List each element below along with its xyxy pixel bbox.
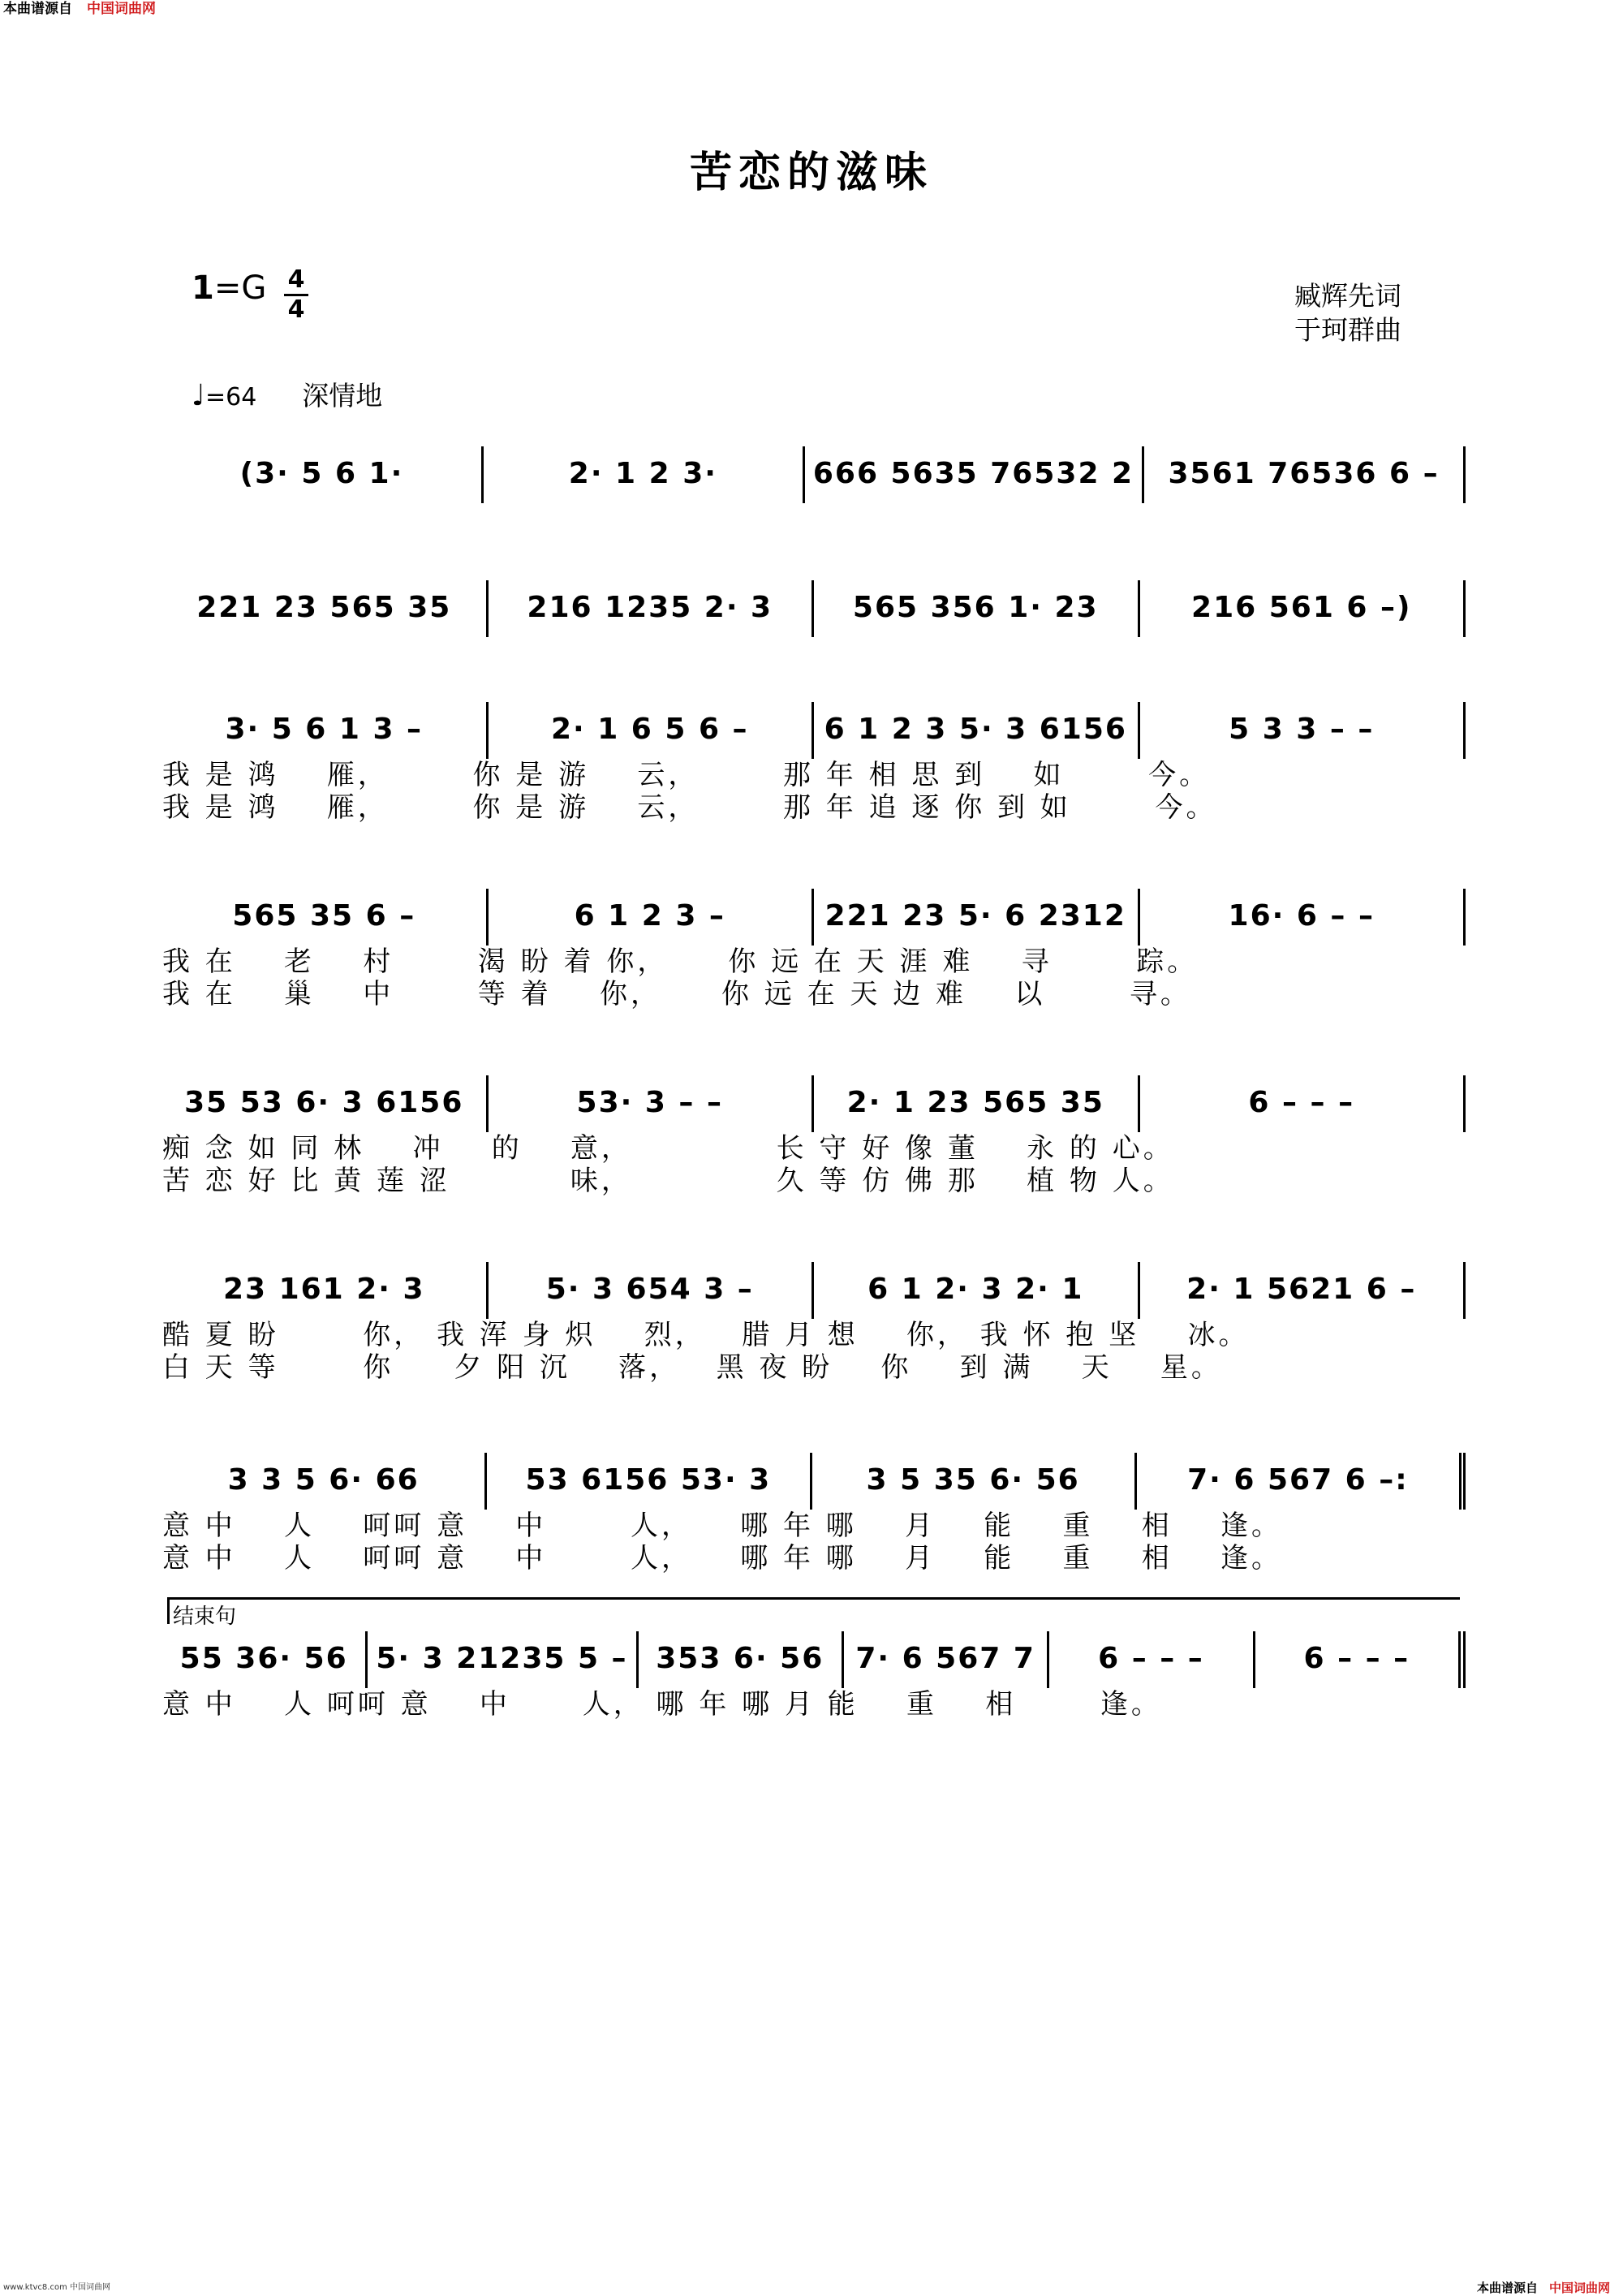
- composer: 于珂群曲: [1294, 314, 1401, 346]
- measure-bar-line: [162, 1453, 1466, 1510]
- footer-source-label: 本曲谱源自: [1476, 2281, 1538, 2295]
- score-row: [162, 1075, 1466, 1197]
- measure: 666 5635 76532 2: [805, 446, 1144, 503]
- ending-bracket: [167, 1597, 1460, 1629]
- measure: 7· 6 567 6 –:: [1137, 1453, 1466, 1510]
- measure: 7· 6 567 7: [844, 1631, 1049, 1688]
- measure: 353 6· 56: [639, 1631, 844, 1688]
- measure-bar-line: [162, 1631, 1466, 1688]
- ending-label: 结束句: [173, 1605, 237, 1629]
- footer-site-link[interactable]: 中国词曲网: [1548, 2281, 1610, 2295]
- measure: 3· 5 6 1 3 –: [162, 702, 489, 759]
- score-row: [162, 1453, 1466, 1574]
- tempo-value: =64: [204, 383, 257, 411]
- measure-bar-line: [162, 1075, 1466, 1132]
- measure: 3561 76536 6 –: [1144, 446, 1466, 503]
- measure: 6 – – –: [1140, 1075, 1466, 1132]
- lyric-line: 我 在 老 村 渴 盼 着 你， 你 远 在 天 涯 难 寻 踪。: [162, 946, 1199, 978]
- measure-bar-line: [162, 446, 1466, 503]
- measure: 55 36· 56: [162, 1631, 368, 1688]
- song-title: 苦恋的滋味: [689, 148, 933, 197]
- lyric-line: 痴 念 如 同 林 冲 的 意， 长 守 好 像 董 永 的 心。: [162, 1132, 1174, 1165]
- footer-url: www.ktvc8.com 中国词曲网: [3, 2283, 111, 2292]
- tempo-marking: [192, 375, 382, 413]
- lyric-line: 我 是 鸿 雁， 你 是 游 云， 那 年 相 思 到 如 今。: [162, 759, 1211, 791]
- measure: 6 – – –: [1049, 1631, 1255, 1688]
- measure-bar-line: [162, 580, 1466, 637]
- measure: 53· 3 – –: [489, 1075, 815, 1132]
- measure: 53 6156 53· 3: [487, 1453, 812, 1510]
- measure-bar-line: [162, 1262, 1466, 1319]
- measure: 216 1235 2· 3: [489, 580, 815, 637]
- quarter-note-icon: ♩: [192, 379, 205, 412]
- measure: 6 1 2 3 –: [489, 889, 815, 946]
- lyric-line: 苦 恋 好 比 黄 莲 涩 味， 久 等 仿 佛 那 植 物 人。: [162, 1165, 1174, 1197]
- measure: 5 3 3 – –: [1140, 702, 1466, 759]
- measure: 2· 1 23 565 35: [814, 1075, 1140, 1132]
- measure: 2· 1 6 5 6 –: [489, 702, 815, 759]
- score-row: [162, 889, 1466, 1010]
- score-row: [162, 702, 1466, 824]
- measure: 16· 6 – –: [1140, 889, 1466, 946]
- measure: 2· 1 2 3·: [484, 446, 805, 503]
- score-row: [162, 1631, 1466, 1721]
- measure: (3· 5 6 1·: [162, 446, 484, 503]
- measure: 3 5 35 6· 56: [812, 1453, 1137, 1510]
- time-bottom: 4: [287, 295, 305, 324]
- key-number: 1: [192, 269, 214, 307]
- measure: 5· 3 654 3 –: [489, 1262, 815, 1319]
- lyric-line: 意 中 人 呵呵 意 中 人， 哪 年 哪 月 能 重 相 逢。: [162, 1542, 1282, 1574]
- measure: 216 561 6 –): [1140, 580, 1466, 637]
- measure-bar-line: [162, 702, 1466, 759]
- measure: 2· 1 5621 6 –: [1140, 1262, 1466, 1319]
- measure: 6 1 2· 3 2· 1: [814, 1262, 1140, 1319]
- lyric-line: 意 中 人 呵呵 意 中 人， 哪 年 哪 月 能 重 相 逢。: [162, 1510, 1282, 1542]
- lyric-line: 意 中 人 呵呵 意 中 人， 哪 年 哪 月 能 重 相 逢。: [162, 1688, 1162, 1721]
- measure: 5· 3 21235 5 –: [368, 1631, 638, 1688]
- score-row: [162, 580, 1466, 637]
- measure: 221 23 565 35: [162, 580, 489, 637]
- measure: 35 53 6· 3 6156: [162, 1075, 489, 1132]
- measure: 221 23 5· 6 2312: [814, 889, 1140, 946]
- footer-source: [1477, 2280, 1610, 2296]
- lyricist: 臧辉先词: [1294, 280, 1401, 312]
- score-row: [162, 1262, 1466, 1384]
- lyric-line: 白 天 等 你 夕 阳 沉 落， 黑 夜 盼 你 到 满 天 星。: [162, 1351, 1222, 1384]
- expression-mark: 深情地: [302, 380, 383, 411]
- measure: 6 1 2 3 5· 3 6156: [814, 702, 1140, 759]
- credits: [1294, 279, 1401, 347]
- measure-bar-line: [162, 889, 1466, 946]
- lyric-line: 我 在 巢 中 等 着 你， 你 远 在 天 边 难 以 寻。: [162, 978, 1191, 1010]
- measure: 6 – – –: [1255, 1631, 1466, 1688]
- measure: 565 356 1· 23: [814, 580, 1140, 637]
- time-top: 4: [287, 265, 305, 294]
- measure: 3 3 5 6· 66: [162, 1453, 487, 1510]
- measure: 565 35 6 –: [162, 889, 489, 946]
- key-signature: [192, 269, 266, 307]
- header-source: [3, 0, 156, 18]
- lyric-line: 我 是 鸿 雁， 你 是 游 云， 那 年 追 逐 你 到 如 今。: [162, 791, 1217, 824]
- measure: 23 161 2· 3: [162, 1262, 489, 1319]
- score-row: [162, 446, 1466, 503]
- header-source-label: 本曲谱源自: [3, 1, 72, 17]
- time-signature: [284, 265, 308, 324]
- header-site-link[interactable]: 中国词曲网: [87, 1, 156, 17]
- key-name: =G: [213, 269, 267, 307]
- lyric-line: 酷 夏 盼 你， 我 浑 身 炽 烈， 腊 月 想 你， 我 怀 抱 坚 冰。: [162, 1319, 1250, 1351]
